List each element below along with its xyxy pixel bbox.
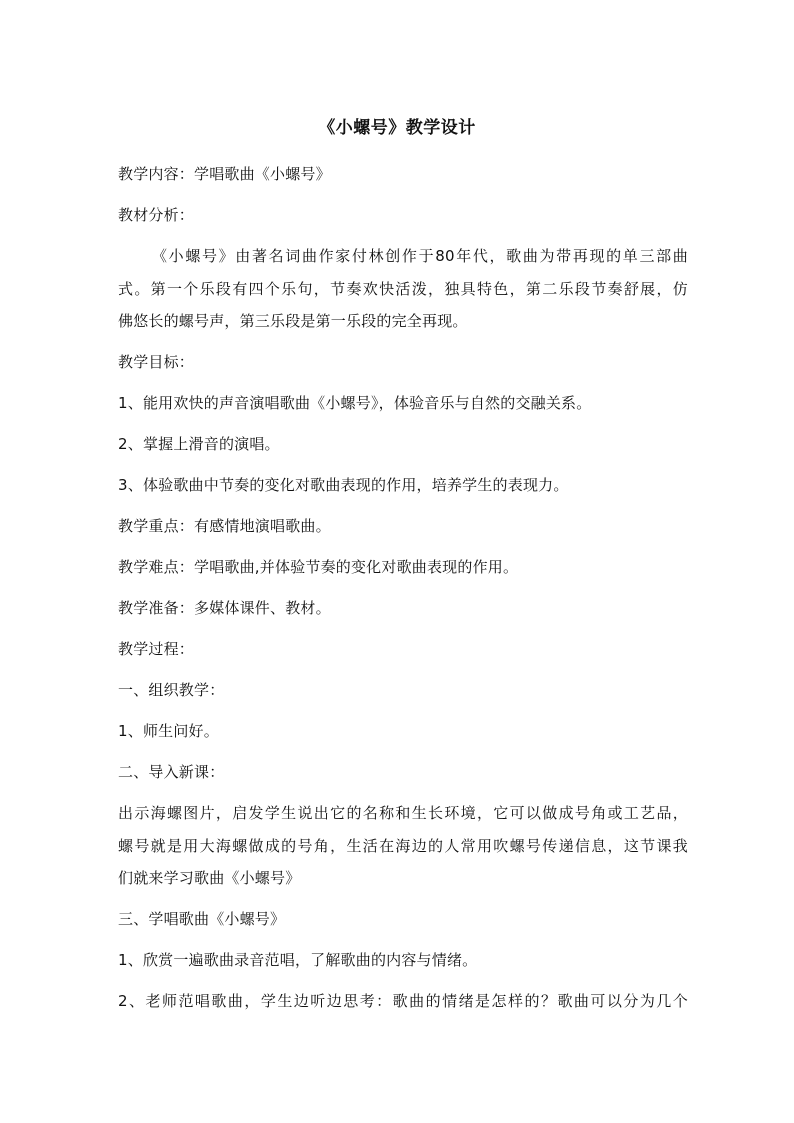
text-line-intro-2: 螺号就是用大海螺做成的号角，生活在海边的人常用吹螺号传递信息，这节课我 (118, 837, 688, 855)
text-line-analysis-2: 式。第一个乐段有四个乐句，节奏欢快活泼，独具特色，第二乐段节奏舒展，仿 (118, 280, 688, 298)
document-title: 《小螺号》教学设计 (318, 118, 476, 138)
text-line-objective-1: 1、能用欢快的声音演唱歌曲《小螺号》，体验音乐与自然的交融关系。 (118, 394, 592, 412)
text-line-section-3: 三、学唱歌曲《小螺号》 (118, 910, 286, 928)
text-line-objective-2: 2、掌握上滑音的演唱。 (118, 435, 280, 453)
text-line-process-heading: 教学过程： (118, 640, 195, 658)
text-line-analysis-3: 佛悠长的螺号声，第三乐段是第一乐段的完全再现。 (118, 312, 468, 330)
text-line-intro-3: 们就来学习歌曲《小螺号》 (118, 869, 301, 887)
text-line-difficulty: 教学难点：学唱歌曲,并体验节奏的变化对歌曲表现的作用。 (118, 558, 519, 576)
text-line-step-1: 1、欣赏一遍歌曲录音范唱，了解歌曲的内容与情绪。 (118, 951, 478, 969)
text-line-step-2: 2、老师范唱歌曲，学生边听边思考：歌曲的情绪是怎样的？歌曲可以分为几个 (118, 992, 688, 1010)
text-line-preparation: 教学准备：多媒体课件、教材。 (118, 599, 331, 617)
text-line-material-analysis-heading: 教材分析： (118, 206, 195, 224)
text-line-intro-1: 出示海螺图片，启发学生说出它的名称和生长环境，它可以做成号角或工艺品， (118, 804, 688, 822)
text-line-section-1: 一、组织教学： (118, 681, 225, 699)
text-line-key-point: 教学重点：有感情地演唱歌曲。 (118, 517, 331, 535)
text-line-objectives-heading: 教学目标： (118, 353, 195, 371)
text-line-greeting: 1、师生问好。 (118, 722, 219, 740)
text-line-analysis-1: 《小螺号》由著名词曲作家付林创作于80年代，歌曲为带再现的单三部曲 (152, 247, 688, 265)
text-line-objective-3: 3、体验歌曲中节奏的变化对歌曲表现的作用，培养学生的表现力。 (118, 476, 569, 494)
text-line-teaching-content: 教学内容：学唱歌曲《小螺号》 (118, 165, 331, 183)
text-line-section-2: 二、导入新课： (118, 763, 225, 781)
